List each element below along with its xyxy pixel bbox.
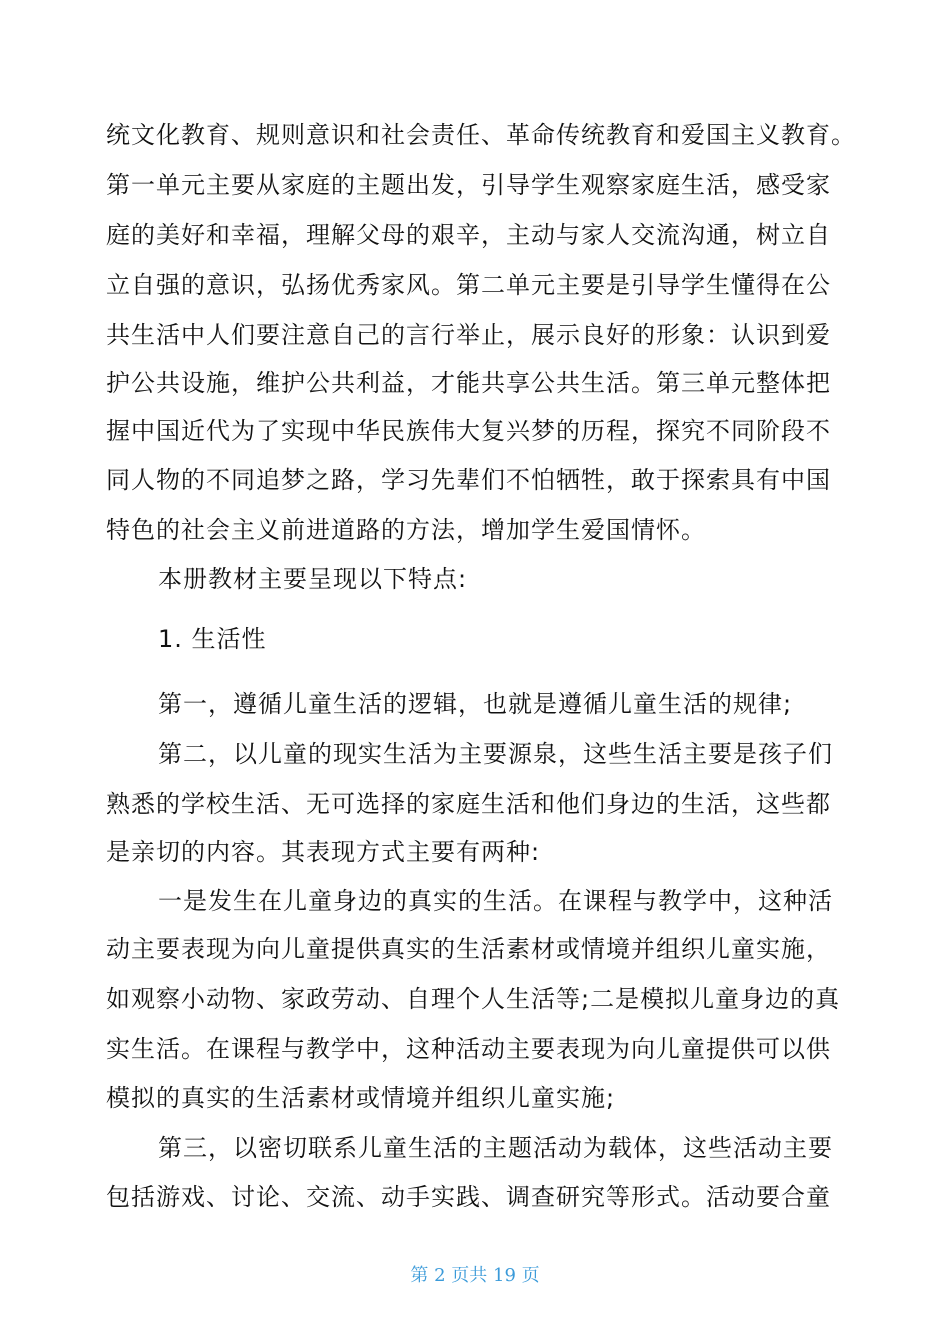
text-line: 如观察小动物、家政劳动、自理个人生活等;二是模拟儿童身边的真 xyxy=(106,985,841,1013)
text-line: 护公共设施，维护公共利益，才能共享公共生活。第三单元整体把 xyxy=(106,369,831,397)
text-line: 握中国近代为了实现中华民族伟大复兴梦的历程，探究不同阶段不 xyxy=(106,417,831,445)
text-line: 1. 生活性 xyxy=(158,625,267,653)
text-line: 包括游戏、讨论、交流、动手实践、调查研究等形式。活动要合童 xyxy=(106,1183,831,1211)
text-line: 共生活中人们要注意自己的言行举止，展示良好的形象：认识到爱 xyxy=(106,321,831,349)
text-line: 一是发生在儿童身边的真实的生活。在课程与教学中，这种活 xyxy=(158,887,833,915)
text-line: 同人物的不同追梦之路，学习先辈们不怕牺牲，敢于探索具有中国 xyxy=(106,466,831,494)
text-line: 第一，遵循儿童生活的逻辑，也就是遵循儿童生活的规律; xyxy=(158,690,793,718)
text-line: 立自强的意识，弘扬优秀家风。第二单元主要是引导学生懂得在公 xyxy=(106,271,831,299)
text-line: 熟悉的学校生活、无可选择的家庭生活和他们身边的生活，这些都 xyxy=(106,790,831,818)
page-number-footer: 第 2 页共 19 页 xyxy=(410,1265,540,1286)
text-line: 模拟的真实的生活素材或情境并组织儿童实施; xyxy=(106,1084,616,1112)
text-line: 是亲切的内容。其表现方式主要有两种: xyxy=(106,838,541,866)
text-line: 庭的美好和幸福，理解父母的艰辛，主动与家人交流沟通，树立自 xyxy=(106,221,831,249)
text-line: 第二，以儿童的现实生活为主要源泉，这些生活主要是孩子们 xyxy=(158,740,833,768)
text-line: 统文化教育、规则意识和社会责任、革命传统教育和爱国主义教育。 xyxy=(106,121,856,149)
text-line: 第一单元主要从家庭的主题出发，引导学生观察家庭生活，感受家 xyxy=(106,171,831,199)
text-line: 动主要表现为向儿童提供真实的生活素材或情境并组织儿童实施， xyxy=(106,935,831,963)
text-line: 实生活。在课程与教学中，这种活动主要表现为向儿童提供可以供 xyxy=(106,1035,831,1063)
text-line: 第三，以密切联系儿童生活的主题活动为载体，这些活动主要 xyxy=(158,1134,833,1162)
text-line: 特色的社会主义前进道路的方法，增加学生爱国情怀。 xyxy=(106,516,706,544)
text-line: 本册教材主要呈现以下特点: xyxy=(158,565,468,593)
